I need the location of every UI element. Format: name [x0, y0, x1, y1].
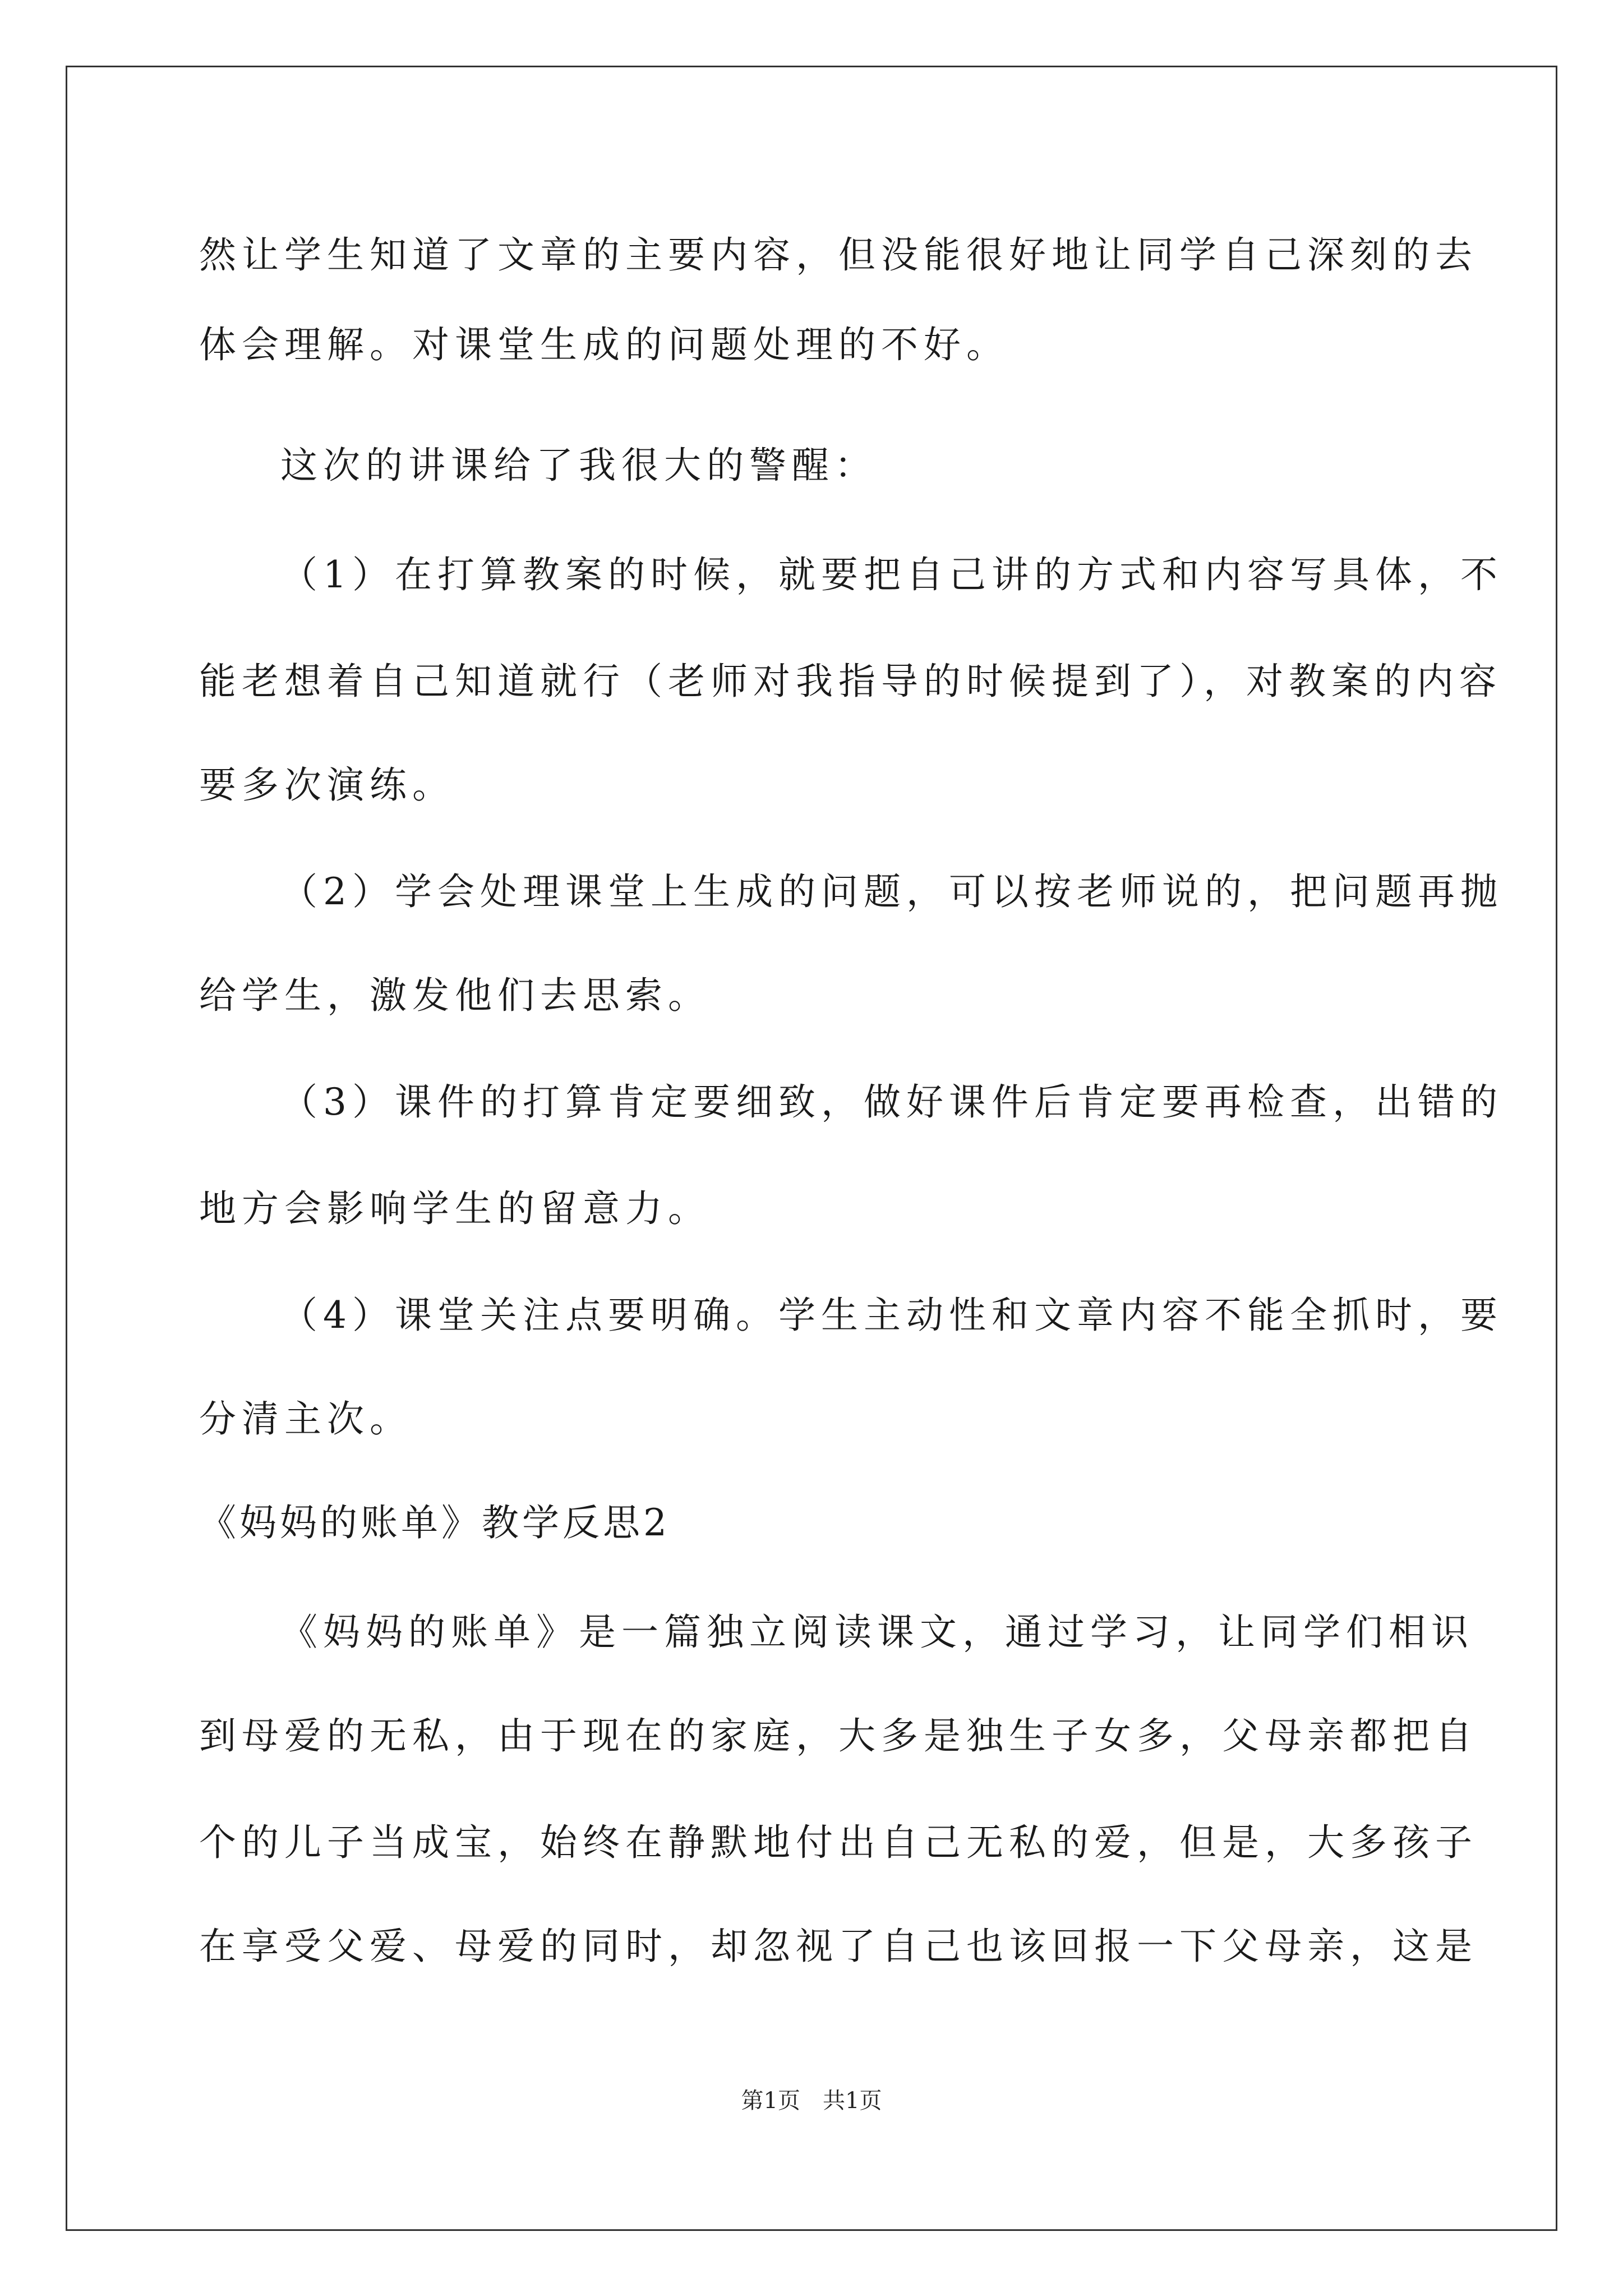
text-line: 地方会影响学生的留意力。: [199, 1187, 711, 1230]
section-heading: 《妈妈的账单》教学反思2: [199, 1501, 670, 1544]
text-line: （2）学会处理课堂上生成的问题，可以按老师说的，把问题再抛: [280, 870, 1503, 913]
text-line: 个的儿子当成宝，始终在静默地付出自己无私的爱，但是，大多孩子: [199, 1821, 1478, 1864]
text-line: 到母爱的无私，由于现在的家庭，大多是独生子女多，父母亲都把自: [199, 1714, 1478, 1757]
text-line: 然让学生知道了文章的主要内容，但没能很好地让同学自己深刻的去: [199, 233, 1478, 277]
page-total: 共1页: [823, 2088, 882, 2114]
text-line: （3）课件的打算肯定要细致，做好课件后肯定要再检查，出错的: [280, 1080, 1503, 1124]
text-line: 分清主次。: [199, 1397, 412, 1441]
page-number: 第1页: [741, 2088, 800, 2114]
text-line: 《妈妈的账单》是一篇独立阅读课文，通过学习，让同学们相识: [280, 1611, 1474, 1654]
text-line: （4）课堂关注点要明确。学生主动性和文章内容不能全抓时，要: [280, 1294, 1503, 1337]
text-line: 给学生，激发他们去思索。: [199, 974, 711, 1017]
text-line: 这次的讲课给了我很大的警醒：: [280, 444, 877, 487]
text-line: 体会理解。对课堂生成的问题处理的不好。: [199, 323, 1009, 366]
text-line: 要多次演练。: [199, 763, 455, 807]
page-footer: [0, 2084, 1623, 2118]
text-line: 能老想着自己知道就行（老师对我指导的时候提到了），对教案的内容: [199, 660, 1502, 703]
text-line: （1）在打算教案的时候，就要把自己讲的方式和内容写具体，不: [280, 553, 1503, 596]
text-line: 在享受父爱、母爱的同时，却忽视了自己也该回报一下父母亲，这是: [199, 1925, 1478, 1968]
page-frame: [66, 66, 1557, 2231]
